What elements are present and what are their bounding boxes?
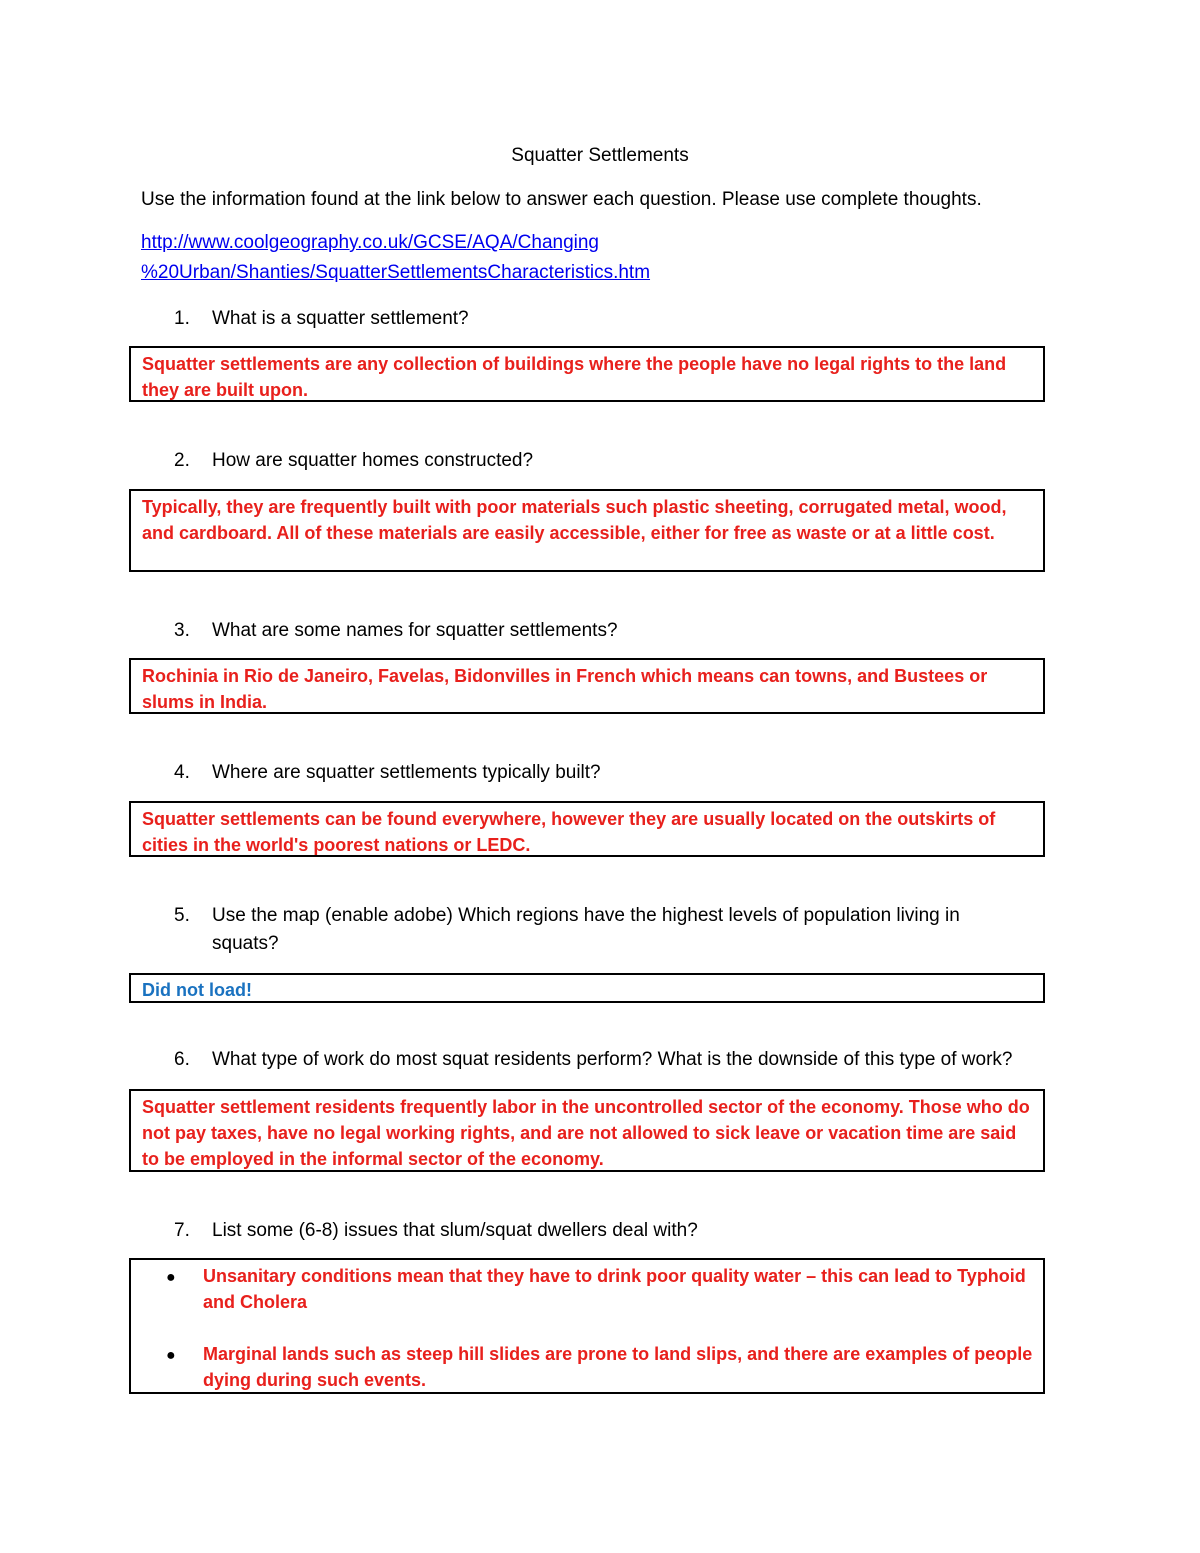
question-number: 4. [174,762,190,783]
question-text: List some (6-8) issues that slum/squat dwellers deal with? [212,1220,698,1241]
question-text: Use the map (enable adobe) Which regions have the highest levels of population living in squats? [212,905,960,954]
answer-box-5: Did not load! [129,973,1045,1003]
bullet-icon: ● [166,1347,176,1364]
answer-box-4: Squatter settlements can be found everywhere, however they are usually located on the outskirts of cities in the world's poorest nations or LEDC. [129,801,1045,857]
answer-box-3: Rochinia in Rio de Janeiro, Favelas, Bidonvilles in French which means can towns, and Bustees or slums in India. [129,658,1045,714]
question-4 [174,759,1064,787]
resource-link-line-1[interactable]: http://www.coolgeography.co.uk/GCSE/AQA/Changing [141,232,600,253]
question-5 [174,902,1064,958]
list-item-text: Marginal lands such as steep hill slides are prone to land slips, and there are examples of people dying during such events. [203,1344,1033,1390]
bullet-icon: ● [166,1269,176,1286]
question-text: How are squatter homes constructed? [212,450,534,471]
list-item [131,1263,1033,1315]
question-number: 1. [174,308,190,329]
question-number: 2. [174,450,190,471]
answer-box-7 [129,1258,1045,1394]
answer-box-1: Squatter settlements are any collection of buildings where the people have no legal rights to the land they are built upon. [129,346,1045,402]
question-text: What are some names for squatter settlements? [212,620,618,641]
instructions: Use the information found at the link below to answer each question. Please use complete thoughts. [141,189,982,210]
question-number: 7. [174,1220,190,1241]
question-text: Where are squatter settlements typically built? [212,762,601,783]
question-2 [174,447,1064,475]
question-text: What type of work do most squat residents perform? What is the downside of this type of work? [212,1049,1013,1070]
question-text: What is a squatter settlement? [212,308,469,329]
answer-box-6: Squatter settlement residents frequently labor in the uncontrolled sector of the economy. Those who do not pay taxes, have no legal working rights, and are not allowed to sick leave or vacation time are said to be employed in the informal sector of the economy. [129,1089,1045,1172]
question-number: 5. [174,905,190,926]
question-number: 6. [174,1049,190,1070]
question-1 [174,305,1064,333]
question-number: 3. [174,620,190,641]
question-3 [174,617,1064,645]
question-6 [174,1046,1064,1074]
list-item [131,1341,1033,1393]
answer-box-2: Typically, they are frequently built with poor materials such plastic sheeting, corrugated metal, wood, and cardboard. All of these materials are easily accessible, either for free as waste or at a little cost. [129,489,1045,572]
list-item-text: Unsanitary conditions mean that they have to drink poor quality water – this can lead to Typhoid and Cholera [203,1266,1026,1312]
question-7 [174,1217,1064,1245]
issues-list [131,1263,1033,1393]
resource-link-line-2[interactable]: %20Urban/Shanties/SquatterSettlementsCharacteristics.htm [141,262,651,283]
page-title: Squatter Settlements [511,145,689,166]
